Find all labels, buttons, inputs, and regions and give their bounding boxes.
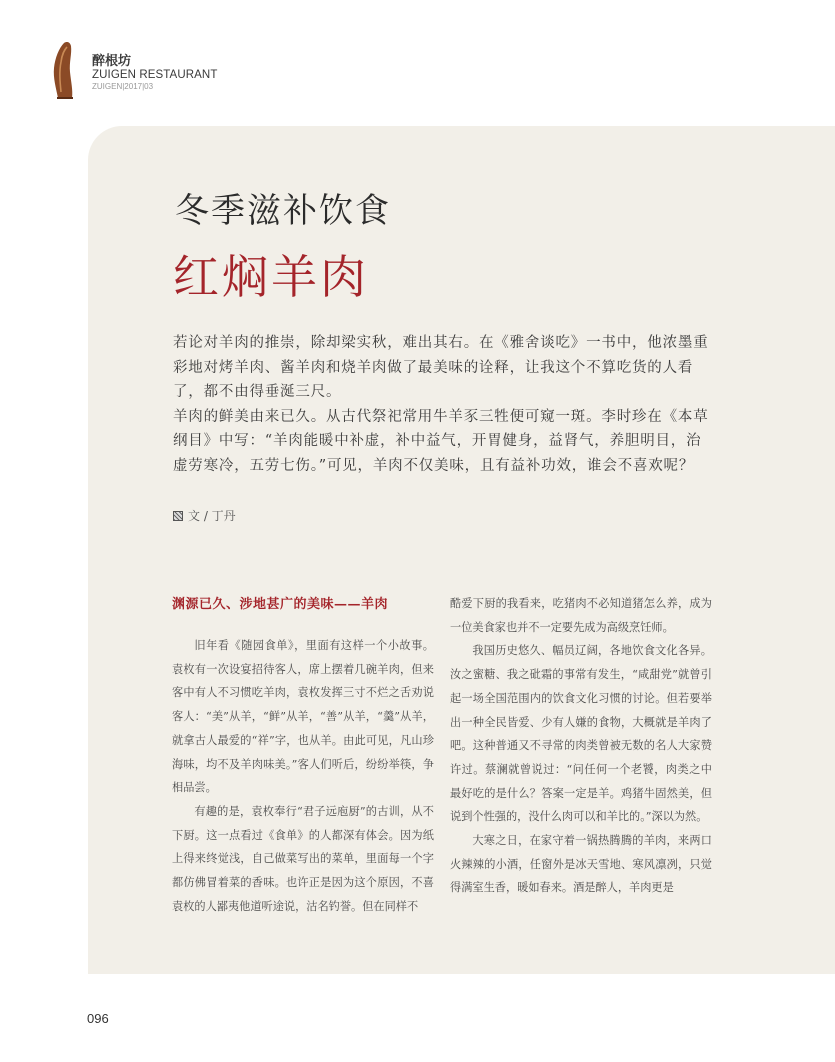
body-paragraph: 有趣的是，袁枚奉行“君子远庖厨”的古训，从不下厨。这一点看过《食单》的人都深有体会。因为纸上得来终觉浅，自己做菜写出的菜单，里面每一个字都仿佛冒着菜的香味。也许正是因为这个原因，不喜袁枚的人鄙夷他道听途说，沽名钓誉。但在同样不 [172, 804, 434, 913]
intro-paragraph: 羊肉的鲜美由来已久。从古代祭祀常用牛羊豕三牲便可窥一斑。李时珍在《本草纲目》中写：“羊肉能暖中补虚，补中益气，开胃健身，益肾气，养胆明目，治虚劳寒冷，五劳七伤。”可见，羊肉不仅美味，且有益补功效，谁会不喜欢呢？ [173, 408, 709, 474]
article-title-line1: 冬季滋补饮食 [175, 191, 391, 231]
article-title-line2: 红焖羊肉 [173, 250, 369, 304]
intro-paragraph: 若论对羊肉的推崇，除却梁实秋，难出其右。在《雅舍谈吃》一书中，他浓墨重彩地对烤羊肉、酱羊肉和烧羊肉做了最美味的诠释，让我这个不算吃货的人看了，都不由得垂涎三尺。 [173, 335, 709, 400]
body-paragraph: 旧年看《随园食单》，里面有这样一个小故事。袁枚有一次设宴招待客人，席上摆着几碗羊肉，但来客中有人不习惯吃羊肉，袁枚发挥三寸不烂之舌劝说客人：“美”从羊，“鲜”从羊，“善”从羊，“羹”从羊，就拿古人最爱的“祥”字，也从羊。由此可见，凡山珍海味，均不及羊肉味美。”客人们听后，纷纷举筷，争相品尝。 [172, 639, 434, 795]
body-column-left [172, 593, 434, 918]
brand-block [92, 55, 217, 92]
article-intro [173, 331, 713, 478]
root-sculpture-icon [50, 40, 76, 100]
body-column-right [450, 592, 712, 900]
issue-label: ZUIGEN|2017|03 [92, 82, 154, 91]
section-heading: 渊源已久、涉地甚广的美味——羊肉 [172, 597, 389, 612]
hatched-square-icon [173, 511, 183, 521]
page-number: 096 [87, 1011, 109, 1026]
brand-name-en: ZUIGEN RESTAURANT [92, 69, 218, 81]
body-paragraph: 大寒之日，在家守着一锅热腾腾的羊肉，来两口火辣辣的小酒，任窗外是冰天雪地、寒风凛冽，只觉得满室生香，暖如春来。酒是醉人，羊肉更是 [450, 834, 712, 895]
brand-name-cn: 醉根坊 [92, 54, 132, 69]
body-paragraph: 酷爱下厨的我看来，吃猪肉不必知道猪怎么养，成为一位美食家也并不一定要先成为高级烹饪师。 [450, 597, 712, 634]
author-line [173, 507, 236, 524]
body-paragraph: 我国历史悠久、幅员辽阔，各地饮食文化各异。汝之蜜糖、我之砒霜的事常有发生，“咸甜党”就曾引起一场全国范围内的饮食文化习惯的讨论。但若要举出一种全民皆爱、少有人嫌的食物，大概就是羊肉了吧。这种普通又不寻常的肉类曾被无数的名人大家赞许过。蔡澜就曾说过：“问任何一个老饕，肉类之中最好吃的是什么？答案一定是羊。鸡猪牛固然美，但说到个性强的，没什么肉可以和羊比的。”深以为然。 [450, 644, 712, 824]
author-name: 文 / 丁丹 [188, 509, 236, 523]
